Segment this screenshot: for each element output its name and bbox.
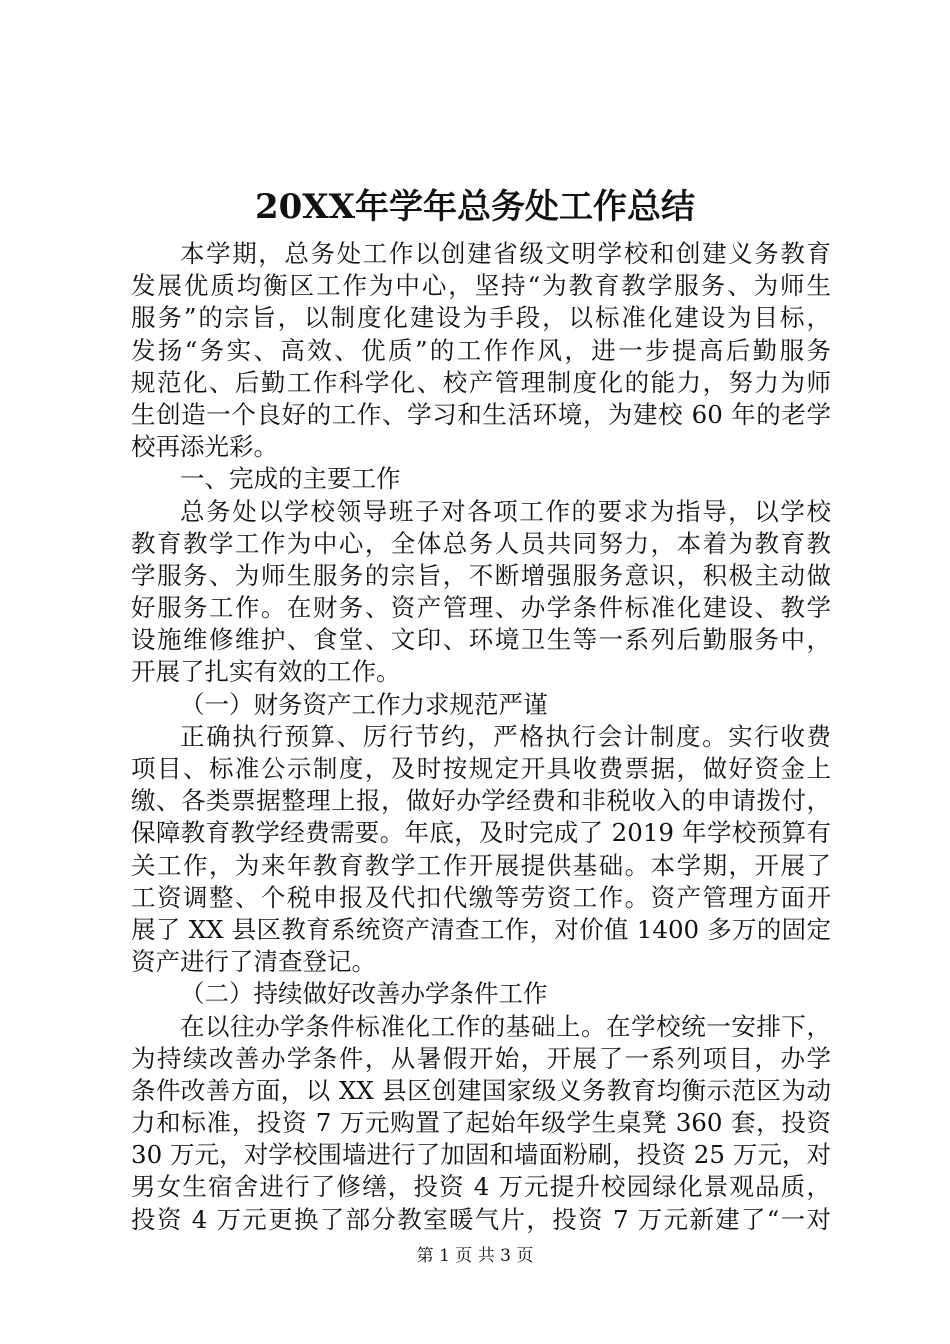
body-line: 开展了扎实有效的工作。 <box>131 657 401 687</box>
body-line: 好服务工作。在财务、资产管理、办学条件标准化建设、教学 <box>131 593 831 623</box>
body-line: 在以往办学条件标准化工作的基础上。在学校统一安排下， <box>180 1011 831 1041</box>
body-line: 为持续改善办学条件，从暑假开始，开展了一系列项目，办学 <box>131 1043 831 1073</box>
document-body <box>131 238 831 1236</box>
body-line: 保障教育教学经费需要。年底，及时完成了 2019 年学校预算有 <box>131 818 831 848</box>
body-line: 关工作，为来年教育教学工作开展提供基础。本学期，开展了 <box>131 850 831 880</box>
body-line: 服务”的宗旨，以制度化建设为手段，以标准化建设为目标， <box>131 303 831 333</box>
subsection-heading: （二）持续做好改善办学条件工作 <box>180 979 548 1009</box>
body-line: 30 万元，对学校围墙进行了加固和墙面粉刷，投资 25 万元，对 <box>131 1140 831 1170</box>
body-line: 设施维修维护、食堂、文印、环境卫生等一系列后勤服务中， <box>131 625 831 655</box>
body-line: 教育教学工作为中心，全体总务人员共同努力，本着为教育教 <box>131 528 831 558</box>
body-line: 学服务、为师生服务的宗旨，不断增强服务意识，积极主动做 <box>131 560 831 590</box>
body-line: 校再添光彩。 <box>131 432 278 462</box>
body-line: 工资调整、个税申报及代扣代缴等劳资工作。资产管理方面开 <box>131 882 831 912</box>
body-line: 男女生宿舍进行了修缮，投资 4 万元提升校园绿化景观品质， <box>131 1172 831 1202</box>
body-line: 本学期，总务处工作以创建省级文明学校和创建义务教育 <box>180 239 831 268</box>
body-line: 发扬“务实、高效、优质”的工作作风，进一步提高后勤服务 <box>131 335 831 365</box>
body-line: 力和标准，投资 7 万元购置了起始年级学生桌凳 360 套，投资 <box>131 1108 831 1138</box>
body-line: 正确执行预算、厉行节约，严格执行会计制度。实行收费 <box>180 721 831 751</box>
body-line: 规范化、后勤工作科学化、校产管理制度化的能力，努力为师 <box>131 367 831 397</box>
body-line: 资产进行了清查登记。 <box>131 947 376 977</box>
body-line: 条件改善方面，以 XX 县区创建国家级义务教育均衡示范区为动 <box>131 1075 831 1105</box>
body-line: 展了 XX 县区教育系统资产清查工作，对价值 1400 多万的固定 <box>131 914 831 944</box>
subsection-heading: （一）财务资产工作力求规范严谨 <box>180 689 548 719</box>
body-line: 生创造一个良好的工作、学习和生活环境，为建校 60 年的老学 <box>131 399 831 429</box>
body-line: 总务处以学校领导班子对各项工作的要求为指导，以学校 <box>180 496 831 526</box>
section-heading: 一、完成的主要工作 <box>180 464 401 494</box>
body-line: 项目、标准公示制度，及时按规定开具收费票据，做好资金上 <box>131 754 831 783</box>
page-footer: 第 1 页 共 3 页 <box>416 1246 534 1266</box>
body-line: 投资 4 万元更换了部分教室暖气片，投资 7 万元新建了“一对 <box>131 1204 831 1234</box>
document-title: 20XX年学年总务处工作总结 <box>254 187 696 227</box>
body-line: 发展优质均衡区工作为中心，坚持“为教育教学服务、为师生 <box>131 271 831 301</box>
body-line: 缴、各类票据整理上报，做好办学经费和非税收入的申请拨付， <box>131 786 831 816</box>
